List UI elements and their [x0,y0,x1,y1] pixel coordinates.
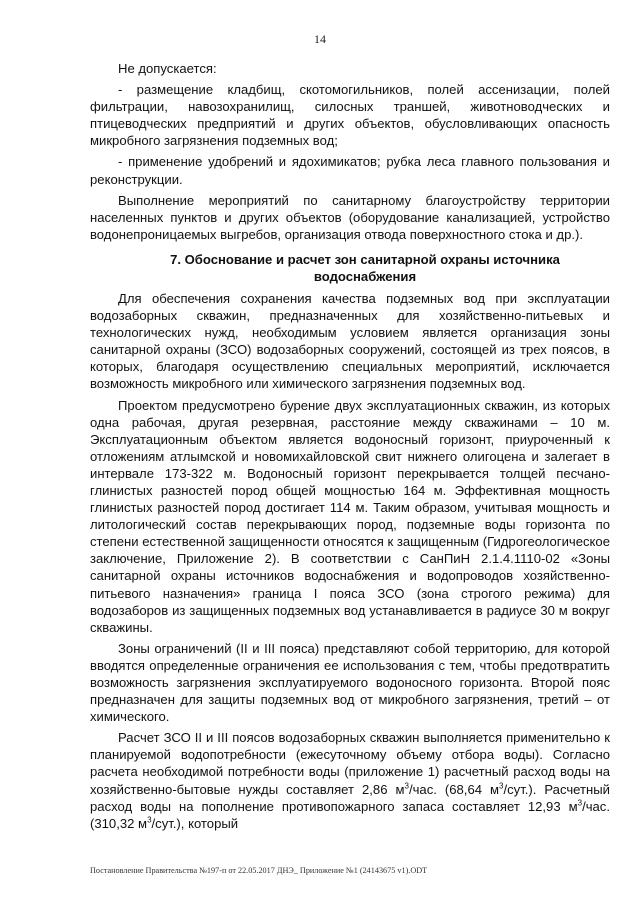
list-item: - применение удобрений и ядохимикатов; рубка леса главного пользования и реконструкции. [90,154,610,187]
section-heading: 7. Обоснование и расчет зон санитарной охраны источника водоснабжения [170,251,560,284]
page-footer: Постановление Правительства №197-п от 22.05.2017 ДНЭ_ Приложение №1 (24143675 v1).ODT [90,866,428,875]
superscript: 3 [499,781,504,791]
paragraph-text: /сут.), который [151,815,239,831]
paragraph-text: /час. (310,32 м [90,798,610,831]
paragraph: Выполнение мероприятий по санитарному благоустройству территории населенных пунктов и других объектов (оборудование канализацией, устройство водонепроницаемых выгребов, организация отвода поверхностного стока и др.). [90,192,610,242]
superscript: 3 [147,815,152,825]
document-body [90,60,610,836]
list-item: - размещение кладбищ, скотомогильников, полей ассенизации, полей фильтрации, навозохранилищ, силосных траншей, животноводческих и птицеводческих предприятий и других объектов, обусловливающих опасность микробного загрязнения подземных вод; [90,82,610,149]
superscript: 3 [577,798,583,808]
paragraph: Не допускается: [118,61,217,76]
paragraph: Зоны ограничений (II и III пояса) представляют собой территорию, для которой вводятся определенные ограничения ее использования с тем, чтобы предотвратить возможность загрязнения эксплуатируемого водоносного горизонта. Второй пояс предназначен для защиты подземных вод от микробного загрязнения, третий – от химического. [90,640,610,725]
paragraph-water-calculation [90,729,610,832]
paragraph-text: /час. (68,64 м [408,781,500,797]
paragraph: Проектом предусмотрено бурение двух эксплуатационных скважин, из которых одна рабочая, другая резервная, расстояние между скважинами – 10 м. Эксплуатационным объектом является водоносный горизонт, приуроченный к отложениям атлымской и новомихайловской свит нижнего олигоцена и залегает в интервале 173-322 м. Водоносный горизонт перекрывается толщей песчано-глинистых разностей пород общей мощностью 164 м. Эффективная мощность глинистых разностей пород достигает 114 м. Таким образом, учитывая мощность и литологический состав перекрывающих пород, подземные воды горизонта по степени естественной защищенности относятся к защищенным (Гидрогеологическое заключение, Приложение 2). В соответствии с СанПиН 2.1.4.1110-02 «Зоны санитарной охраны источников водоснабжения и водопроводов хозяйственно-питьевого назначения» граница I пояса ЗСО (зона строгого режима) для водозаборов из защищенных подземных вод устанавливается в радиусе 30 м вокруг скважины. [90,397,610,635]
paragraph: Для обеспечения сохранения качества подземных вод при эксплуатации водозаборных скважин, предназначенных для хозяйственно-питьевых и технологических нужд, необходимым условием является организация зоны санитарной охраны (ЗСО) водозаборных сооружений, состоящей из трех поясов, в которых, благодаря осуществлению специальных мероприятий, исключается возможность микробного или химического загрязнения подземных вод. [90,290,610,392]
paragraph-text: /сут.). Расчетный расход воды на пополнение противопожарного запаса составляет 12,93 м [90,781,610,814]
superscript: 3 [404,781,409,791]
paragraph-text: Расчет ЗСО II и III поясов водозаборных скважин выполняется применительно к планируемой водопотребности (ежесуточному объему отбора воды). Согласно расчета необходимой потребности воды (приложение 1) расчетный расход воды на хозяйственно-бытовые нужды составляет 2,86 м [90,730,610,797]
page-number: 14 [314,32,326,46]
